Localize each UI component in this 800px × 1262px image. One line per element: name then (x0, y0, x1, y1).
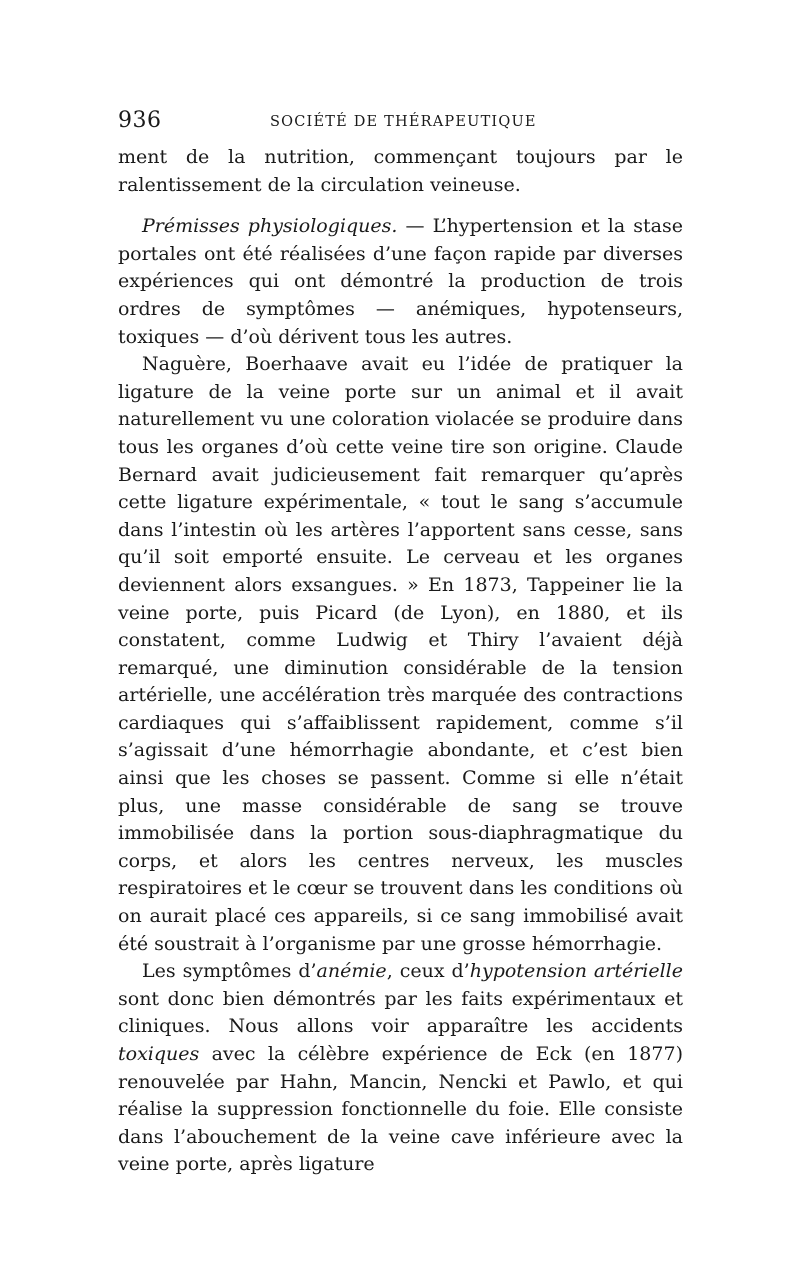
page-number: 936 (118, 108, 162, 133)
paragraph-premises (118, 213, 683, 351)
italic-term-toxic: toxiques (118, 1043, 200, 1065)
paragraph-text: — L’hypertension et la stase portales ont été réalisées d’une façon rapide par diverses expériences qui ont démontré la production de trois ordres de symptômes — anémiques, hypotenseurs, toxiques — d’où dérivent tous les autres. (118, 215, 684, 348)
paragraph-text-part: Les symptômes d’ (142, 960, 317, 983)
italic-term-anemia: anémie (316, 960, 387, 983)
paragraph-boerhaave (118, 351, 683, 958)
running-header (118, 108, 683, 144)
paragraph-text-part: avec la célèbre expérience de Eck (en 1877) renouvelée par Hahn, Mancin, Nencki et Pawlo, et qui réalise la suppression fonctionnelle du foie. Elle consiste dans l’abouchement de la veine cave inférieure avec la veine porte, après ligature (118, 1043, 683, 1176)
paragraph-text: ment de la nutrition, commençant toujours par le ralentissement de la circulation veineuse. (118, 146, 683, 196)
paragraph-text: Naguère, Boerhaave avait eu l’idée de pratiquer la ligature de la veine porte sur un animal et il avait naturellement vu une coloration violacée se produire dans tous les organes d’où cette veine tire son origine. Claude Bernard avait judicieusement fait remarquer qu’après cette ligature expérimentale, « tout le sang s’accumule dans l’intestin où les artères l’apportent sans cesse, sans qu’il soit emporté ensuite. Le cerveau et les organes deviennent alors exsangues. » En 1873, Tappeiner lie la veine porte, puis Picard (de Lyon), en 1880, et ils constatent, comme Ludwig et Thiry l’avaient déjà remarqué, une diminution considérable de la tension artérielle, une accélération très marquée des contractions cardiaques qui s’affaiblissent rapidement, comme s’il s’agissait d’une hémorrhagie abondante, et c’est bien ainsi que les choses se passent. Comme si elle n’était plus, une masse considérable de sang se trouve immobilisée dans la portion sous-diaphragmatique du corps, et alors les centres nerveux, les muscles respiratoires et le cœur se trouvent dans les conditions où on aurait placé ces appareils, si ce sang immobilisé avait été soustrait à l’organisme par une grosse hémorrhagie. (118, 353, 683, 955)
book-page (118, 108, 683, 1179)
section-heading: Prémisses physiologiques. (142, 215, 398, 238)
italic-term-hypotension: hypotension artérielle (469, 960, 683, 983)
body-text (118, 144, 683, 1179)
paragraph-symptoms (118, 958, 683, 1179)
paragraph-text-part: sont donc bien démontrés par les faits expérimentaux et cliniques. Nous allons voir apparaître les accidents (118, 987, 683, 1038)
running-title: SOCIÉTÉ DE THÉRAPEUTIQUE (270, 114, 537, 130)
paragraph-continuation (118, 144, 683, 199)
paragraph-text-part: , ceux d’ (386, 960, 470, 983)
